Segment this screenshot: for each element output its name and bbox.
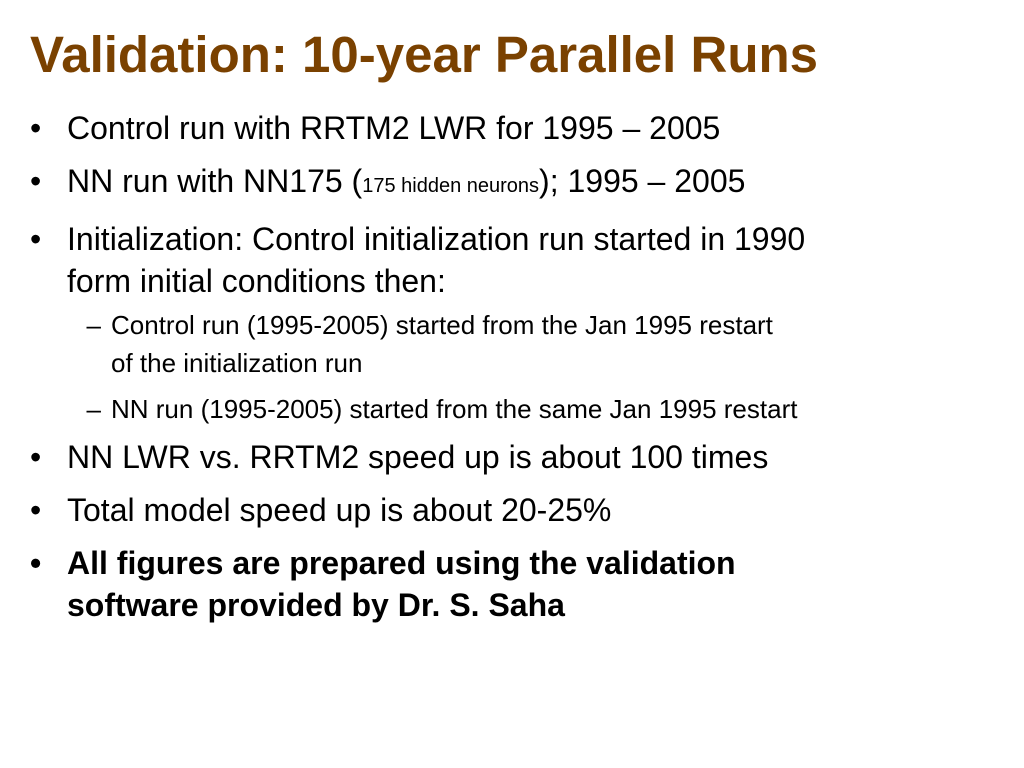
sub-bullet-nn — [67, 390, 1020, 428]
bullet-icon: • — [30, 110, 42, 146]
bullet-text-start: NN run with NN175 ( — [67, 163, 363, 199]
bullet-icon: • — [30, 545, 42, 581]
dash-icon: – — [86, 394, 101, 424]
sub-bullet-text: NN run (1995-2005) started from the same Jan 1995 restart — [111, 394, 798, 424]
dash-icon: – — [86, 310, 101, 340]
sub-bullet-control — [67, 306, 1020, 382]
sub-bullet-list — [67, 306, 1020, 428]
slide-title: Validation: 10-year Parallel Runs — [30, 26, 818, 83]
bullet-icon: • — [30, 492, 42, 528]
bullet-initialization — [30, 218, 1020, 428]
bullet-text: Control run with RRTM2 LWR for 1995 – 2005 — [67, 110, 721, 146]
bullet-list — [30, 107, 1020, 637]
bullet-icon: • — [30, 163, 42, 199]
bullet-text-line2: software provided by Dr. S. Saha — [67, 587, 565, 623]
bullet-speedup-lwr — [30, 436, 1020, 478]
bullet-text-line2: form initial conditions then: — [67, 263, 446, 299]
bullet-text-small: 175 hidden neurons — [362, 175, 540, 197]
bullet-figures-note — [30, 542, 1020, 626]
bullet-text: Total model speed up is about 20-25% — [67, 492, 612, 528]
bullet-control-run — [30, 107, 1020, 149]
bullet-text: NN LWR vs. RRTM2 speed up is about 100 times — [67, 439, 769, 475]
bullet-text-end: ); 1995 – 2005 — [539, 163, 746, 199]
bullet-text-line1: Initialization: Control initialization run started in 1990 — [67, 221, 806, 257]
sub-bullet-text-line1: Control run (1995-2005) started from the Jan 1995 restart — [111, 310, 773, 340]
bullet-speedup-total — [30, 489, 1020, 531]
sub-bullet-text-line2: of the initialization run — [111, 348, 363, 378]
bullet-nn-run — [30, 160, 1020, 207]
bullet-icon: • — [30, 439, 42, 475]
bullet-icon: • — [30, 221, 42, 257]
bullet-text-line1: All figures are prepared using the validation — [67, 545, 736, 581]
